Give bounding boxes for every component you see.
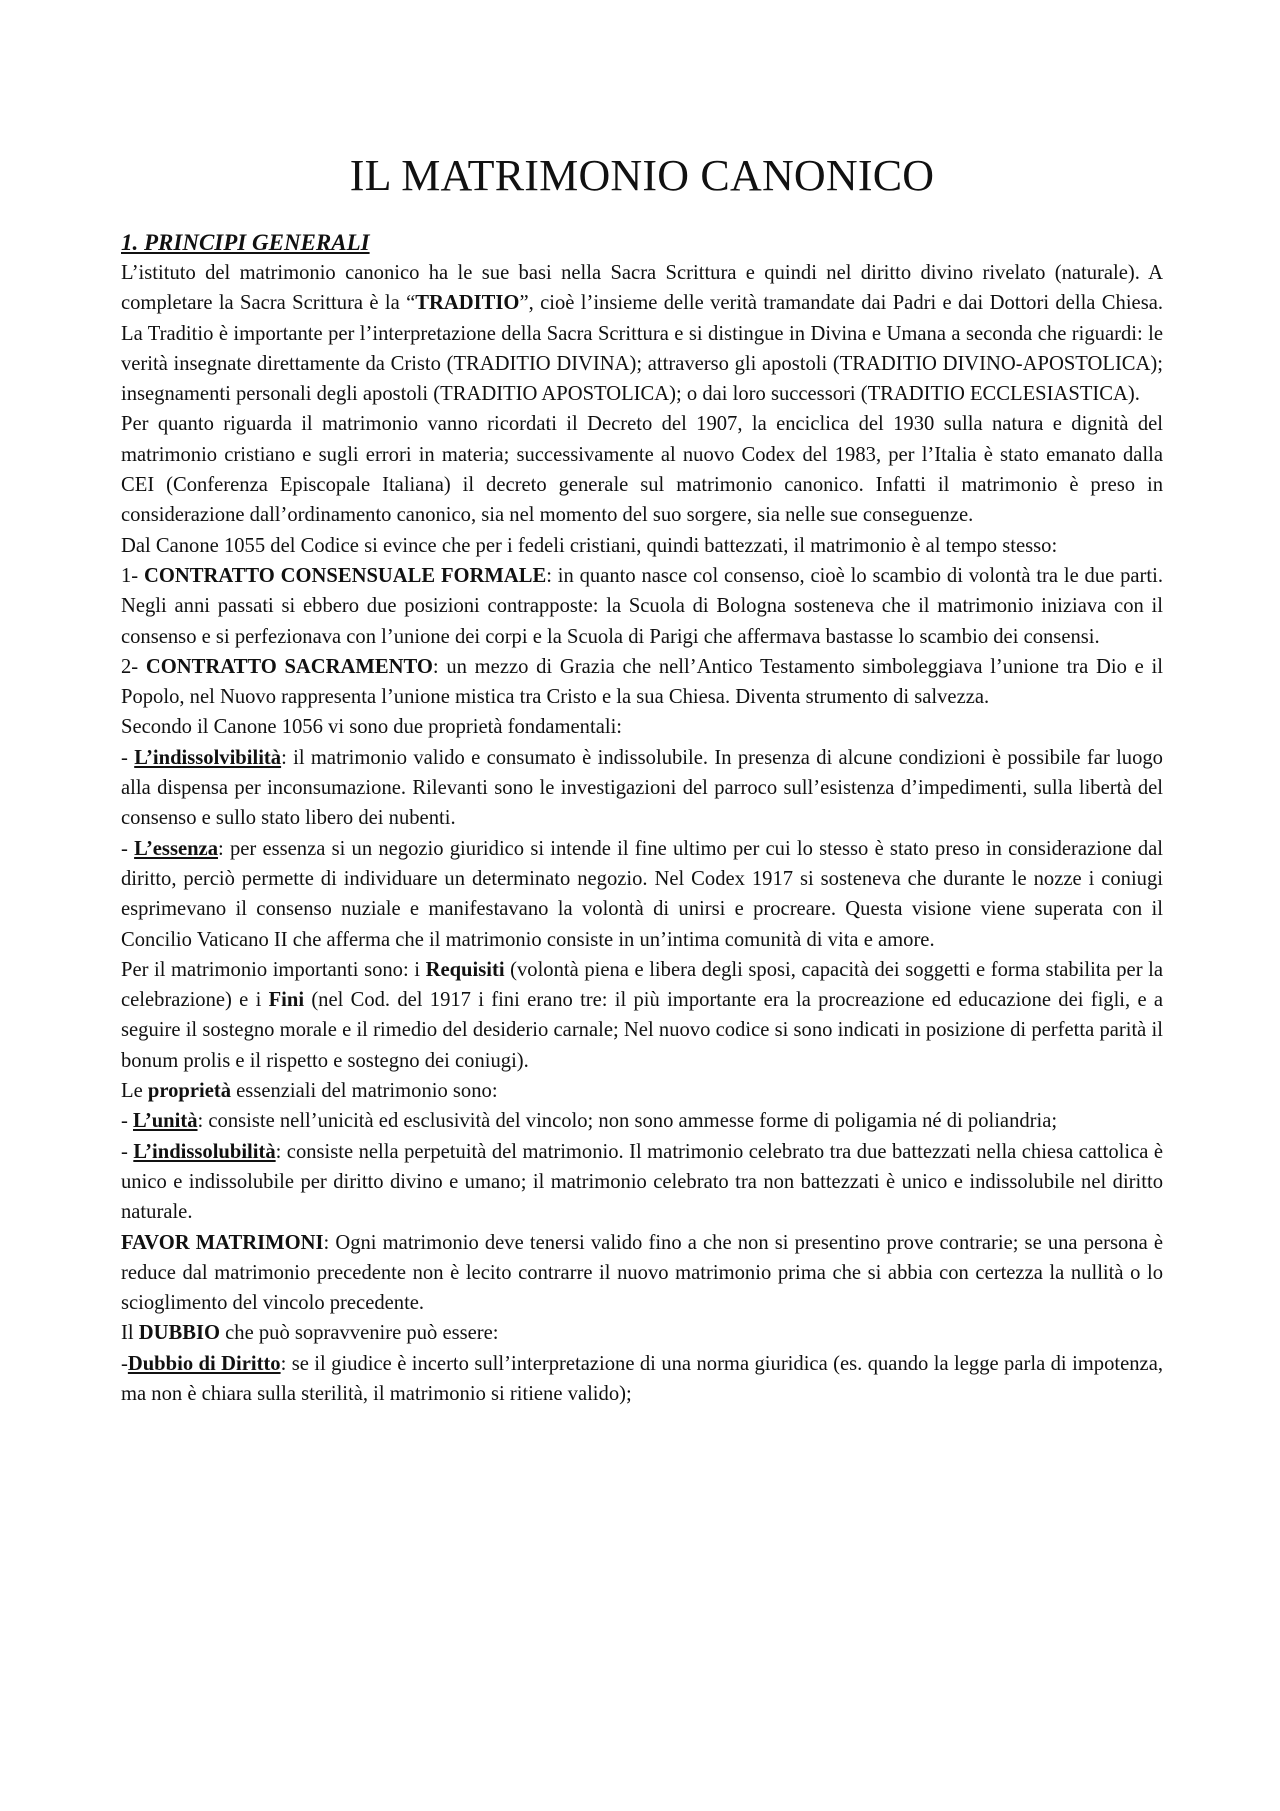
paragraph-favor-matrimoni: FAVOR MATRIMONI: Ogni matrimonio deve tenersi valido fino a che non si presentino prove contrarie; se una persona è reduce dal matrimonio precedente non è lecito contrarre il nuovo matrimonio prima che si abbia con certezza la nullità o lo scioglimento del vincolo precedente. <box>121 1231 1163 1315</box>
paragraph-canone-1055: Dal Canone 1055 del Codice si evince che per i fedeli cristiani, quindi battezzati, il matrimonio è al tempo stesso: <box>121 534 1058 557</box>
paragraph-canone-1056: Secondo il Canone 1056 vi sono due proprietà fondamentali: <box>121 716 623 739</box>
paragraph-traditio: L’istituto del matrimonio canonico ha le sue basi nella Sacra Scrittura e quindi nel diritto divino rivelato (naturale). A completare la Sacra Scrittura è la “TRADITIO”, cioè l’insieme delle verità tramandate dai Padri e dai Dottori della Chiesa. La Traditio è importante per l’interpretazione della Sacra Scrittura e si distingue in Divina e Umana a seconda che riguardi: le verità insegnate direttamente da Cristo (TRADITIO DIVINA); attraverso gli apostoli (TRADITIO DIVINO-APOSTOLICA); insegnamenti personali degli apostoli (TRADITIO APOSTOLICA); o dai loro successori (TRADITIO ECCLESIASTICA). <box>121 262 1164 406</box>
paragraph-dubbio-diritto: -Dubbio di Diritto: se il giudice è incerto sull’interpretazione di una norma giuridica (es. quando la legge parla di impotenza, ma non è chiara sulla sterilità, il matrimonio si ritiene valido); <box>121 1352 1163 1405</box>
paragraph-contratto-consensuale: 1- CONTRATTO CONSENSUALE FORMALE: in quanto nasce col consenso, cioè lo scambio di volontà tra le due parti. Negli anni passati si ebbero due posizioni contrapposte: la Scuola di Bologna sosteneva che il matrimonio iniziava con il consenso e si perfezionava con l’unione dei corpi e la Scuola di Parigi che affermava bastasse lo scambio dei consensi. <box>121 564 1163 648</box>
paragraph-dubbio: Il DUBBIO che può sopravvenire può essere: <box>121 1322 499 1345</box>
paragraph-indissolubilita: - L’indissolubilità: consiste nella perpetuità del matrimonio. Il matrimonio celebrato tra due battezzati nella chiesa cattolica è unico e indissolubile per diritto divino e umano; il matrimonio celebrato tra non battezzati è unico e indissolubile nel diritto naturale. <box>121 1140 1163 1224</box>
paragraph-proprieta: Le proprietà essenziali del matrimonio sono: <box>121 1080 498 1103</box>
paragraph-requisiti-fini: Per il matrimonio importanti sono: i Requisiti (volontà piena e libera degli sposi, capacità dei soggetti e forma stabilita per la celebrazione) e i Fini (nel Cod. del 1917 i fini erano tre: il più importante era la procreazione ed educazione dei figli, e a seguire il sostegno morale e il rimedio del desiderio carnale; Nel nuovo codice si sono indicati in posizione di perfetta parità il bonum prolis e il rispetto e sostegno dei coniugi). <box>121 958 1163 1072</box>
paragraph-unita: - L’unità: consiste nell’unicità ed esclusività del vincolo; non sono ammesse forme di poligamia né di poliandria; <box>121 1110 1058 1133</box>
paragraph-essenza: - L’essenza: per essenza si un negozio giuridico si intende il fine ultimo per cui lo stesso è stato preso in considerazione dal diritto, perciò permette di individuare un determinato negozio. Nel Codex 1917 si sosteneva che durante le nozze i coniugi esprimevano il consenso nuziale e manifestavano la volontà di unirsi e procreare. Questa visione viene superata con il Concilio Vaticano II che afferma che il matrimonio consiste in un’intima comunità di vita e amore. <box>121 837 1163 951</box>
section-heading: 1. PRINCIPI GENERALI <box>121 230 370 255</box>
paragraph-indissolvibilita: - L’indissolvibilità: il matrimonio valido e consumato è indissolubile. In presenza di alcune condizioni è possibile far luogo alla dispensa per inconsumazione. Rilevanti sono le investigazioni del parroco sull’esistenza d’impedimenti, sulla libertà del consenso e sullo stato libero dei nubenti. <box>121 746 1163 830</box>
document-title: IL MATRIMONIO CANONICO <box>349 151 935 200</box>
paragraph-contratto-sacramento: 2- CONTRATTO SACRAMENTO: un mezzo di Grazia che nell’Antico Testamento simboleggiava l’unione tra Dio e il Popolo, nel Nuovo rappresenta l’unione mistica tra Cristo e la sua Chiesa. Diventa strumento di salvezza. <box>121 655 1163 709</box>
paragraph-decreto: Per quanto riguarda il matrimonio vanno ricordati il Decreto del 1907, la enciclica del 1930 sulla natura e dignità del matrimonio cristiano e sugli errori in materia; successivamente al nuovo Codex del 1983, per l’Italia è stato emanato dalla CEI (Conferenza Episcopale Italiana) il decreto generale sul matrimonio canonico. Infatti il matrimonio è preso in considerazione dall’ordinamento canonico, sia nel momento del suo sorgere, sia nelle sue conseguenze. <box>121 413 1163 527</box>
